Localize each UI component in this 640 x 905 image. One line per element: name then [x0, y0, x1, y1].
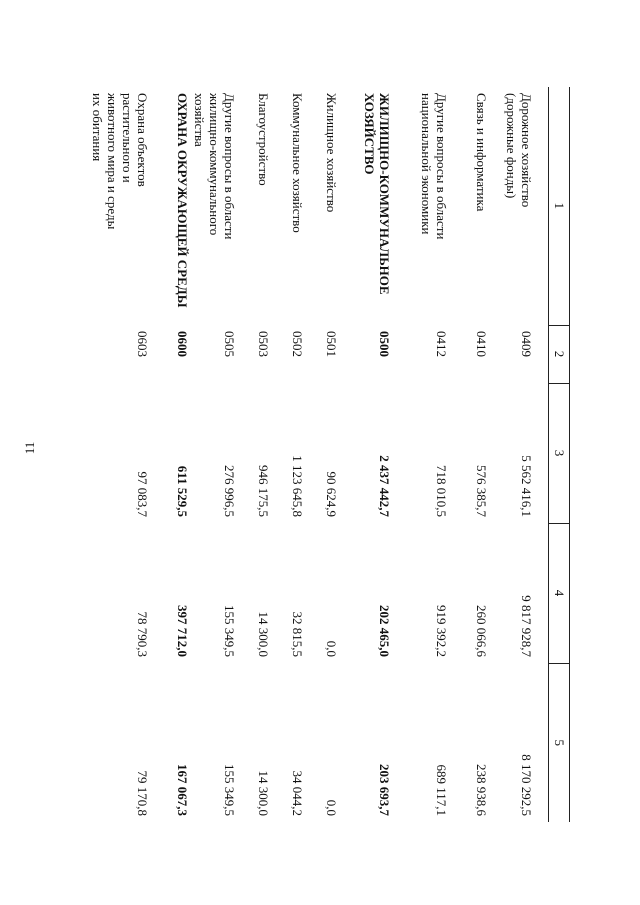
- row-value-col3-text: 576 385,7: [474, 465, 490, 517]
- row-value-col5-text: 689 117,1: [434, 764, 450, 816]
- row-name: [274, 87, 308, 325]
- row-value-col3: [240, 383, 274, 523]
- header-row: [549, 87, 570, 822]
- row-name-text: Коммунальное хозяйство: [290, 93, 306, 233]
- row-value-col3: [91, 383, 153, 523]
- row-code: [395, 325, 452, 383]
- row-code-text: 0505: [222, 331, 238, 357]
- header-col-3: 3: [549, 383, 570, 523]
- row-name: [240, 87, 274, 325]
- row-value-col5-text: 79 170,8: [135, 770, 151, 816]
- row-value-col5: [153, 663, 193, 822]
- row-name-text: Жилищное хозяйство: [324, 93, 340, 213]
- row-code: [342, 325, 395, 383]
- row-value-col4-text: 0,0: [324, 640, 340, 657]
- row-value-col5-text: 34 044,2: [290, 770, 306, 816]
- row-code: [153, 325, 193, 383]
- row-name-text: Связь и информатика: [474, 93, 490, 212]
- row-name: [342, 87, 395, 325]
- row-name-text: ОХРАНА ОКРУЖАЮЩЕЙ СРЕДЫ: [175, 93, 191, 308]
- table-row: [308, 87, 342, 822]
- row-value-col3-text: 946 175,5: [256, 465, 272, 517]
- budget-table: [91, 87, 571, 822]
- table-row: [342, 87, 395, 822]
- row-value-col3-text: 97 083,7: [135, 471, 151, 517]
- row-code-text: 0500: [377, 331, 393, 357]
- row-value-col3: [492, 383, 549, 523]
- row-name-text: Дорожное хозяйство (дорожные фонды): [504, 93, 534, 208]
- row-value-col4-text: 155 349,5: [222, 605, 238, 657]
- row-name-text: Благоустройство: [256, 93, 272, 186]
- row-value-col3-text: 276 996,5: [222, 465, 238, 517]
- row-value-col4: [193, 523, 240, 663]
- row-value-col3-text: 2 437 442,7: [377, 455, 393, 517]
- table-row: [91, 87, 153, 822]
- row-value-col5: [193, 663, 240, 822]
- row-value-col3: [308, 383, 342, 523]
- row-value-col4: [452, 523, 492, 663]
- row-value-col5: [452, 663, 492, 822]
- row-code-text: 0501: [324, 331, 340, 357]
- row-value-col4: [274, 523, 308, 663]
- row-value-col4: [492, 523, 549, 663]
- row-code: [91, 325, 153, 383]
- row-value-col4-text: 260 066,6: [474, 605, 490, 657]
- row-value-col3-text: 611 529,5: [175, 465, 191, 517]
- row-value-col5-text: 0,0: [324, 799, 340, 816]
- row-value-col5-text: 14 300,0: [256, 770, 272, 816]
- row-code: [193, 325, 240, 383]
- row-value-col5-text: 8 170 292,5: [519, 754, 534, 816]
- row-name: [452, 87, 492, 325]
- row-value-col4-text: 919 392,2: [434, 605, 450, 657]
- row-value-col4-text: 14 300,0: [256, 611, 272, 657]
- row-value-col5: [240, 663, 274, 822]
- table-row: [153, 87, 193, 822]
- table-row: [240, 87, 274, 822]
- row-value-col3: [274, 383, 308, 523]
- row-value-col3: [395, 383, 452, 523]
- row-code: [240, 325, 274, 383]
- table-body: [91, 87, 549, 822]
- row-name: [395, 87, 452, 325]
- header-col-2: 2: [549, 325, 570, 383]
- row-value-col3: [153, 383, 193, 523]
- row-value-col5: [274, 663, 308, 822]
- row-code: [452, 325, 492, 383]
- row-value-col4: [395, 523, 452, 663]
- row-name-text: ЖИЛИЩНО-КОММУНАЛЬНОЕ ХОЗЯЙСТВО: [362, 93, 393, 295]
- row-value-col4: [308, 523, 342, 663]
- table-row: [395, 87, 452, 822]
- row-value-col4: [153, 523, 193, 663]
- row-value-col5: [342, 663, 395, 822]
- row-name: [193, 87, 240, 325]
- row-name: [153, 87, 193, 325]
- row-name: [91, 87, 153, 325]
- row-value-col3-text: 90 624,9: [324, 471, 340, 517]
- row-code-text: 0412: [434, 331, 450, 357]
- row-value-col5-text: 167 067,3: [175, 764, 191, 816]
- table-row: [492, 87, 549, 822]
- table-row: [193, 87, 240, 822]
- row-code-text: 0603: [135, 331, 151, 357]
- page-number: 11: [22, 441, 37, 455]
- row-value-col5-text: 238 938,6: [474, 764, 490, 816]
- row-value-col4: [342, 523, 395, 663]
- row-code: [308, 325, 342, 383]
- row-value-col5-text: 155 349,5: [222, 764, 238, 816]
- row-value-col3-text: 718 010,5: [434, 465, 450, 517]
- row-value-col4-text: 397 712,0: [175, 605, 191, 657]
- row-name: [492, 87, 549, 325]
- row-code-text: 0502: [290, 331, 306, 357]
- row-value-col5-text: 203 693,7: [377, 764, 393, 816]
- row-value-col5: [91, 663, 153, 822]
- row-value-col4: [240, 523, 274, 663]
- row-value-col5: [492, 663, 549, 822]
- header-col-5: 5: [549, 663, 570, 822]
- row-code-text: 0409: [519, 331, 534, 357]
- row-value-col3-text: 5 562 416,1: [519, 455, 534, 517]
- header-col-4: 4: [549, 523, 570, 663]
- row-code: [492, 325, 549, 383]
- row-code-text: 0410: [474, 331, 490, 357]
- row-name-text: Другие вопросы в области жилищно-коммунального хозяйства: [192, 93, 238, 240]
- row-name-text: Охрана объектов растительного и животного мира и среды их обитания: [90, 93, 151, 230]
- row-value-col4-text: 202 465,0: [377, 605, 393, 657]
- header-col-1: 1: [549, 87, 570, 325]
- row-value-col4-text: 32 815,5: [290, 611, 306, 657]
- row-value-col3-text: 1 123 645,8: [290, 455, 306, 517]
- row-name-text: Другие вопросы в области национальной экономики: [419, 93, 450, 240]
- row-value-col4-text: 9 817 928,7: [519, 595, 534, 657]
- row-code: [274, 325, 308, 383]
- table-row: [452, 87, 492, 822]
- row-name: [308, 87, 342, 325]
- table-row: [274, 87, 308, 822]
- row-value-col5: [395, 663, 452, 822]
- row-value-col3: [342, 383, 395, 523]
- row-value-col3: [193, 383, 240, 523]
- row-value-col4: [91, 523, 153, 663]
- row-value-col5: [308, 663, 342, 822]
- row-value-col4-text: 78 790,3: [135, 611, 151, 657]
- row-code-text: 0503: [256, 331, 272, 357]
- row-value-col3: [452, 383, 492, 523]
- row-code-text: 0600: [175, 331, 191, 357]
- budget-table-rotated: [60, 87, 570, 822]
